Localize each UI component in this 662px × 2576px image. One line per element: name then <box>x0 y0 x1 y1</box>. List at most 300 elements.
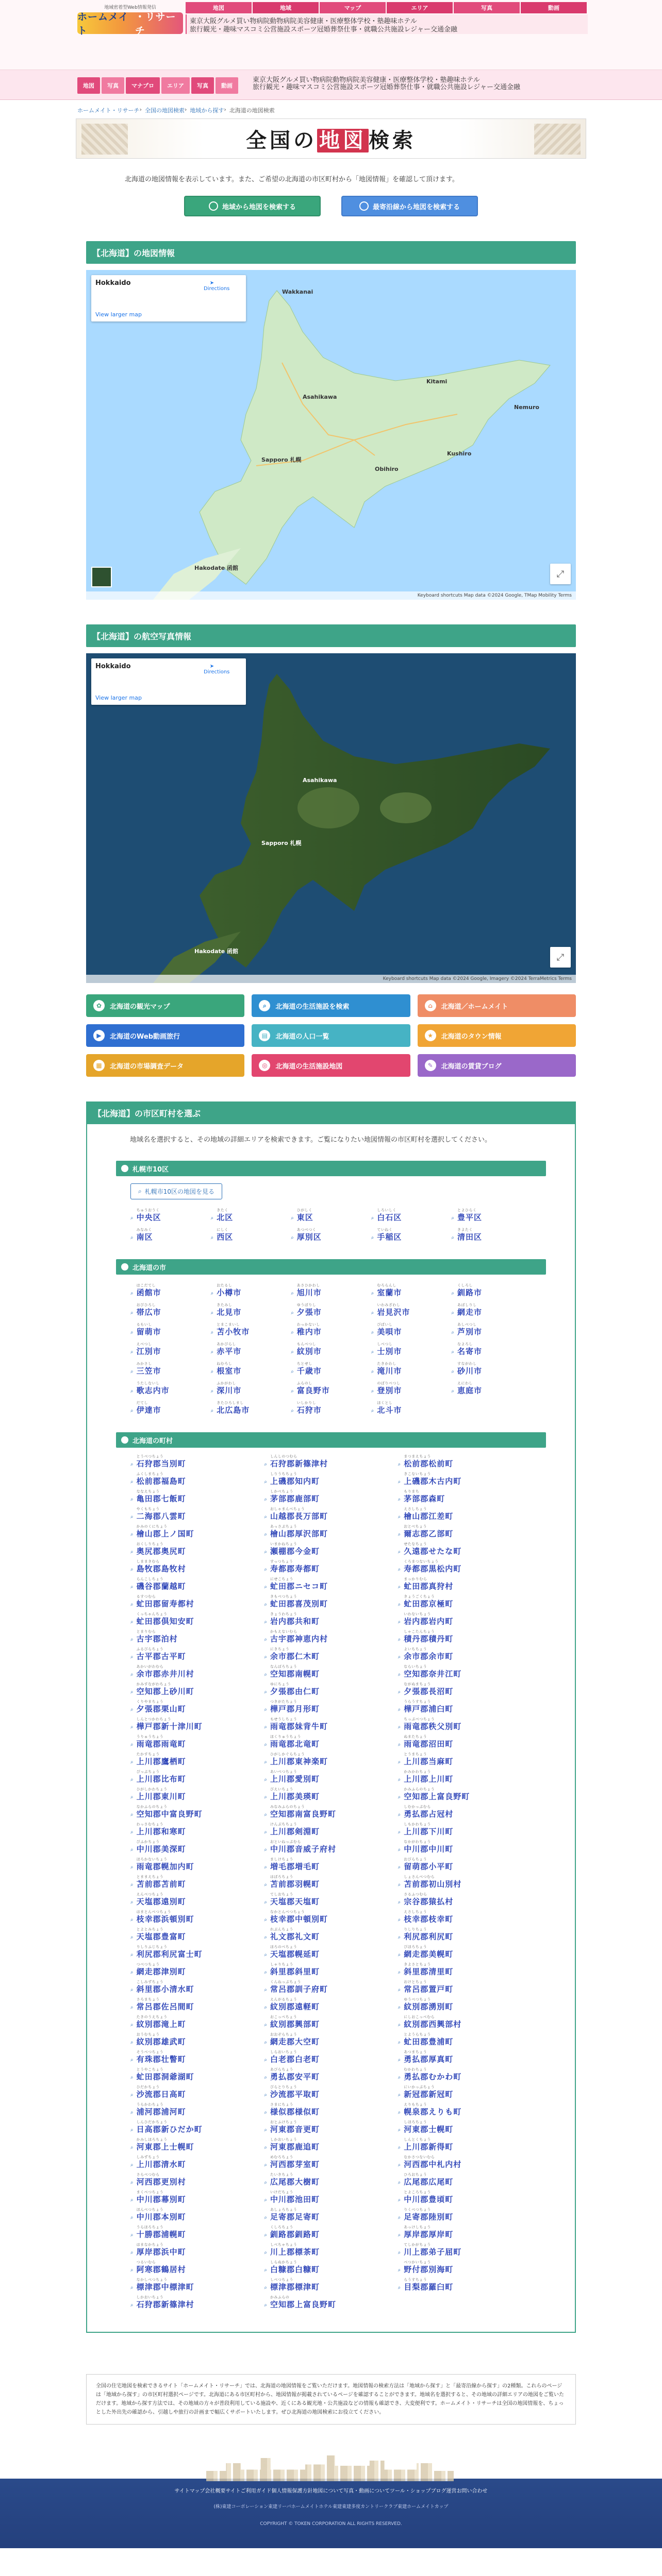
category-tab[interactable]: 地図 <box>186 2 252 13</box>
municipality-link[interactable] <box>398 2171 532 2189</box>
category-sub-link[interactable]: 美容 <box>296 17 310 25</box>
satellite-map[interactable] <box>86 653 576 983</box>
municipality-link[interactable] <box>398 2224 532 2241</box>
footer-group-link[interactable]: 東建リーバ <box>268 2504 291 2510</box>
municipality-link[interactable] <box>291 1299 371 1319</box>
map-section-title: 【北海道】の地図情報 <box>86 241 576 264</box>
municipality-link[interactable] <box>264 1786 398 1803</box>
municipality-link[interactable] <box>130 2171 264 2189</box>
municipality-link[interactable] <box>211 1224 291 1244</box>
nav-sub-link[interactable]: 冠婚葬祭 <box>379 83 407 91</box>
municipality-link[interactable] <box>398 1961 532 1978</box>
municipality-link[interactable] <box>398 1558 532 1575</box>
municipality-link[interactable] <box>398 2066 532 2083</box>
municipality-link[interactable] <box>398 1978 532 1996</box>
municipality-link[interactable] <box>130 1751 264 1768</box>
municipality-link[interactable] <box>130 2154 264 2171</box>
category-sub-link[interactable]: 仕事・就職 <box>343 25 377 33</box>
municipality-link[interactable] <box>264 1943 398 1961</box>
municipality-link[interactable] <box>264 1470 398 1488</box>
municipality-link[interactable] <box>130 1338 211 1358</box>
municipality-link[interactable] <box>371 1319 452 1338</box>
nav-sub-link[interactable]: 病院 <box>319 76 333 84</box>
search-icon: ⌕ <box>398 2215 401 2221</box>
municipality-link[interactable] <box>211 1378 291 1397</box>
municipality-link[interactable] <box>398 1698 532 1716</box>
municipality-text <box>217 1401 250 1415</box>
municipality-link[interactable] <box>398 1838 532 1856</box>
municipality-link[interactable] <box>130 1996 264 2013</box>
category-sub-link[interactable]: 整体 <box>343 17 357 25</box>
footer-group-link[interactable]: ホテル東建 <box>319 2504 342 2510</box>
municipality-link[interactable] <box>130 1891 264 1908</box>
category-sub-link[interactable]: 東京 <box>190 17 204 25</box>
nav-sub-link[interactable]: 美容 <box>359 76 373 84</box>
municipality-link[interactable] <box>130 2224 264 2241</box>
municipality-link[interactable] <box>398 1505 532 1523</box>
municipality-link[interactable] <box>398 1751 532 1768</box>
municipality-link[interactable] <box>264 2171 398 2189</box>
municipality-link[interactable] <box>264 1751 398 1768</box>
municipality-link[interactable] <box>264 1768 398 1786</box>
footer-group-link[interactable]: (株)東建コーポレーション <box>213 2504 269 2510</box>
category-sub-link[interactable]: 学校・塾 <box>357 17 384 25</box>
view-larger-map-link[interactable]: View larger map <box>95 694 142 701</box>
nav-sub-link[interactable]: 学校・塾 <box>420 76 447 84</box>
municipality-link[interactable] <box>264 1505 398 1523</box>
municipality-link[interactable] <box>451 1224 532 1244</box>
municipality-link[interactable] <box>130 1575 264 1593</box>
search-by-region-button[interactable] <box>184 196 321 216</box>
nav-sub-link[interactable]: 旅行 <box>253 83 267 91</box>
municipality-link[interactable] <box>264 1593 398 1611</box>
nav-sub-link[interactable]: マスコミ <box>300 83 327 91</box>
municipality-link[interactable] <box>398 1821 532 1838</box>
municipality-link[interactable] <box>371 1358 452 1378</box>
municipality-link[interactable] <box>130 1558 264 1575</box>
municipality-link[interactable] <box>398 2013 532 2031</box>
municipality-link[interactable] <box>130 2241 264 2259</box>
footer-link[interactable]: ツール・ショップ <box>389 2488 431 2494</box>
municipality-link[interactable] <box>398 1926 532 1943</box>
directions-link[interactable] <box>204 664 230 675</box>
municipality-link[interactable] <box>130 1205 211 1224</box>
municipality-link[interactable] <box>398 2206 532 2224</box>
municipality-link[interactable] <box>264 2276 398 2294</box>
municipality-link[interactable] <box>398 2101 532 2119</box>
municipality-link[interactable] <box>264 2101 398 2119</box>
nav-sub-link[interactable]: 趣味 <box>446 76 460 84</box>
municipality-link[interactable] <box>211 1280 291 1299</box>
municipality-link[interactable] <box>130 2066 264 2083</box>
municipality-link[interactable] <box>130 2276 264 2294</box>
municipality-link[interactable] <box>264 1523 398 1540</box>
municipality-link[interactable] <box>130 1646 264 1663</box>
municipality-link[interactable] <box>291 1319 371 1338</box>
municipality-link[interactable] <box>130 2013 264 2031</box>
municipality-link[interactable] <box>398 2276 532 2294</box>
municipality-link[interactable] <box>398 1540 532 1558</box>
satellite-toggle[interactable] <box>91 567 112 587</box>
municipality-text <box>404 1472 461 1486</box>
municipality-link[interactable] <box>264 1663 398 1681</box>
municipality-link[interactable] <box>264 2066 398 2083</box>
municipality-link[interactable] <box>211 1319 291 1338</box>
category-sub-link[interactable]: 公共施設 <box>377 25 404 33</box>
municipality-link[interactable] <box>398 1663 532 1681</box>
municipality-link[interactable] <box>264 2294 398 2311</box>
municipality-link[interactable] <box>264 1488 398 1505</box>
municipality-link[interactable] <box>130 1358 211 1378</box>
municipality-link[interactable] <box>371 1338 452 1358</box>
municipality-link[interactable] <box>130 2189 264 2206</box>
municipality-link[interactable] <box>130 1978 264 1996</box>
nav-sub-link[interactable]: 大阪 <box>266 76 280 84</box>
nav-sub-link[interactable]: グルメ <box>279 76 300 84</box>
municipality-link[interactable] <box>264 1733 398 1751</box>
municipality-link[interactable] <box>130 2101 264 2119</box>
related-link[interactable] <box>252 1054 410 1077</box>
category-sub-link[interactable]: 公営施設 <box>263 25 291 33</box>
municipality-link[interactable] <box>264 1856 398 1873</box>
category-sub-link[interactable]: 動物病院 <box>270 17 297 25</box>
municipality-link[interactable] <box>398 1646 532 1663</box>
footer-link[interactable]: 会社概要 <box>205 2488 226 2494</box>
municipality-link[interactable] <box>264 1540 398 1558</box>
municipality-link[interactable] <box>130 1611 264 1628</box>
municipality-link[interactable] <box>130 1505 264 1523</box>
municipality-link[interactable] <box>264 1716 398 1733</box>
municipality-link[interactable] <box>130 1523 264 1540</box>
municipality-link[interactable] <box>398 2048 532 2066</box>
municipality-link[interactable] <box>371 1205 452 1224</box>
municipality-link[interactable] <box>291 1378 371 1397</box>
category-sub-link[interactable]: 病院 <box>256 17 270 25</box>
municipality-link[interactable] <box>398 1453 532 1470</box>
nav-sub-link[interactable]: 買い物 <box>299 76 320 84</box>
municipality-link[interactable] <box>398 1470 532 1488</box>
fullscreen-icon[interactable]: ⤢ <box>550 947 571 968</box>
municipality-link[interactable] <box>130 1786 264 1803</box>
municipality-link[interactable] <box>291 1205 371 1224</box>
search-icon: ⌕ <box>398 2022 401 2028</box>
nav-pill[interactable]: 地図 <box>77 77 100 94</box>
municipality-link[interactable] <box>398 1488 532 1505</box>
municipality-link[interactable] <box>264 1698 398 1716</box>
municipality-link[interactable] <box>130 1681 264 1698</box>
municipality-link[interactable] <box>451 1319 532 1338</box>
footer-link[interactable]: 写真・動画について <box>343 2488 390 2494</box>
municipality-text <box>137 1472 186 1486</box>
municipality-link[interactable] <box>451 1378 532 1397</box>
footer-link[interactable]: 地図について <box>312 2488 344 2494</box>
related-link[interactable] <box>418 1054 576 1077</box>
category-tab[interactable]: 地域 <box>253 2 319 13</box>
nav-sub-link[interactable]: ホテル <box>460 76 480 84</box>
nav-sub-link[interactable]: 金融 <box>507 83 521 91</box>
municipality-link[interactable] <box>264 2224 398 2241</box>
municipality-link[interactable] <box>130 1299 211 1319</box>
nav-sub-link[interactable]: 整体 <box>406 76 420 84</box>
municipality-link[interactable] <box>264 2119 398 2136</box>
municipality-link[interactable] <box>398 1996 532 2013</box>
municipality-link[interactable] <box>371 1397 452 1417</box>
municipality-link[interactable] <box>264 1611 398 1628</box>
municipality-link[interactable] <box>211 1205 291 1224</box>
nav-pill[interactable]: マナプロ <box>126 77 160 94</box>
municipality-link[interactable] <box>398 1786 532 1803</box>
municipality-link[interactable] <box>130 1821 264 1838</box>
municipality-link[interactable] <box>264 1821 398 1838</box>
nav-sub-link[interactable]: 動物病院 <box>333 76 360 84</box>
category-sub-link[interactable]: グルメ <box>217 17 237 25</box>
municipality-link[interactable] <box>211 1397 291 1417</box>
related-link[interactable] <box>86 994 244 1017</box>
municipality-link[interactable] <box>264 1978 398 1996</box>
footer-group-link[interactable]: 東建多度カントリークラブ <box>342 2504 398 2510</box>
footer-group-link[interactable]: 東建ホームメイトカップ <box>398 2504 449 2510</box>
nav-pill[interactable]: エリア <box>161 77 190 94</box>
municipality-link[interactable] <box>130 1733 264 1751</box>
category-sub-link[interactable]: レジャー <box>404 25 431 33</box>
category-sub-link[interactable]: 買い物 <box>236 17 257 25</box>
site-logo[interactable] <box>77 11 183 37</box>
map-pin-icon <box>121 1436 128 1444</box>
related-link[interactable] <box>418 994 576 1017</box>
municipality-link[interactable] <box>264 2241 398 2259</box>
municipality-link[interactable] <box>291 1358 371 1378</box>
municipality-link[interactable] <box>398 1908 532 1926</box>
municipality-link[interactable] <box>264 1873 398 1891</box>
municipality-link[interactable] <box>371 1378 452 1397</box>
footer-link[interactable]: 個人情報保護方針 <box>271 2488 313 2494</box>
municipality-link[interactable] <box>264 1803 398 1821</box>
municipality-link[interactable] <box>398 2241 532 2259</box>
fullscreen-icon[interactable]: ⤢ <box>550 564 571 584</box>
breadcrumb-item[interactable]: ホームメイト・リサーチ <box>77 107 140 114</box>
municipality-link[interactable] <box>398 1575 532 1593</box>
municipality-link[interactable] <box>398 2189 532 2206</box>
category-tab[interactable]: エリア <box>387 2 453 13</box>
logo-area[interactable] <box>77 4 183 37</box>
footer-link[interactable]: お問い合わせ <box>456 2488 488 2494</box>
municipality-link[interactable] <box>264 2083 398 2101</box>
municipality-link[interactable] <box>398 1943 532 1961</box>
municipality-link[interactable] <box>130 2136 264 2154</box>
category-sub-link[interactable]: 旅行 <box>190 25 204 33</box>
footer-link[interactable]: サイトマップ <box>174 2488 205 2494</box>
municipality-link[interactable] <box>264 1453 398 1470</box>
related-link[interactable] <box>252 994 410 1017</box>
municipality-link[interactable] <box>264 2259 398 2276</box>
municipality-link[interactable] <box>130 1663 264 1681</box>
nav-sub-link[interactable]: レジャー <box>467 83 494 91</box>
footer-link[interactable]: サイトご利用ガイド <box>225 2488 272 2494</box>
municipality-link[interactable] <box>130 2048 264 2066</box>
nav-sub-link[interactable]: 観光・趣味 <box>266 83 300 91</box>
breadcrumb-item[interactable]: 地域から探す <box>190 107 224 114</box>
municipality-link[interactable] <box>264 2013 398 2031</box>
municipality-link[interactable] <box>398 1628 532 1646</box>
sapporo-wards-map-button[interactable] <box>130 1183 222 1199</box>
category-sub-link[interactable]: 観光・趣味 <box>203 25 237 33</box>
category-sub-link[interactable]: マスコミ <box>237 25 264 33</box>
nav-sub-link[interactable]: 公営施設 <box>326 83 354 91</box>
nav-pill[interactable]: 写真 <box>102 77 124 94</box>
footer-group-link[interactable]: ホームメイト <box>291 2504 319 2510</box>
category-sub-link[interactable]: 冠婚葬祭 <box>317 25 344 33</box>
municipality-link[interactable] <box>371 1224 452 1244</box>
category-tab[interactable]: 写真 <box>454 2 520 13</box>
municipality-link[interactable] <box>130 1453 264 1470</box>
category-sub-link[interactable]: スポーツ <box>290 25 317 33</box>
municipality-name: 紋別郡雄武町 <box>136 2037 186 2046</box>
municipality-link[interactable] <box>264 1838 398 1856</box>
municipality-link[interactable] <box>130 1397 211 1417</box>
municipality-link[interactable] <box>264 2048 398 2066</box>
municipality-link[interactable] <box>398 1803 532 1821</box>
municipality-link[interactable] <box>264 1575 398 1593</box>
municipality-link[interactable] <box>130 1470 264 1488</box>
category-sub-link[interactable]: 趣味 <box>384 17 398 25</box>
municipality-link[interactable] <box>398 1593 532 1611</box>
municipality-link[interactable] <box>398 1523 532 1540</box>
category-tab[interactable]: 動画 <box>521 2 587 13</box>
municipality-link[interactable] <box>398 1611 532 1628</box>
municipality-link[interactable] <box>398 1716 532 1733</box>
municipality-link[interactable] <box>398 1768 532 1786</box>
municipality-link[interactable] <box>130 2259 264 2276</box>
municipality-link[interactable] <box>130 1488 264 1505</box>
category-tab[interactable]: マップ <box>320 2 386 13</box>
municipality-link[interactable] <box>264 2154 398 2171</box>
related-link[interactable] <box>86 1024 244 1047</box>
municipality-link[interactable] <box>398 1733 532 1751</box>
related-link[interactable] <box>252 1024 410 1047</box>
municipality-link[interactable] <box>264 1996 398 2013</box>
municipality-link[interactable] <box>451 1299 532 1319</box>
municipality-link[interactable] <box>211 1338 291 1358</box>
municipality-link[interactable] <box>451 1280 532 1299</box>
view-larger-map-link[interactable]: View larger map <box>95 311 142 318</box>
municipality-link[interactable] <box>211 1299 291 1319</box>
municipality-text <box>404 1665 461 1679</box>
related-link[interactable] <box>86 1054 244 1077</box>
search-by-station-button[interactable] <box>341 196 478 216</box>
municipality-link[interactable] <box>291 1397 371 1417</box>
municipality-link[interactable] <box>291 1338 371 1358</box>
nav-sub-link[interactable]: 東京 <box>253 76 267 84</box>
category-sub-link[interactable]: 健康・医療 <box>310 17 344 25</box>
municipality-link[interactable] <box>398 2031 532 2048</box>
related-link[interactable] <box>418 1024 576 1047</box>
municipality-link[interactable] <box>398 1873 532 1891</box>
municipality-link[interactable] <box>264 1558 398 1575</box>
municipality-link[interactable] <box>130 1803 264 1821</box>
municipality-link[interactable] <box>130 2294 264 2311</box>
search-icon: ⌕ <box>130 1654 134 1660</box>
municipality-link[interactable] <box>130 1378 211 1397</box>
municipality-link[interactable] <box>130 2083 264 2101</box>
municipality-link[interactable] <box>130 1926 264 1943</box>
municipality-link[interactable] <box>264 2206 398 2224</box>
municipality-link[interactable] <box>130 1593 264 1611</box>
municipality-link[interactable] <box>130 1628 264 1646</box>
municipality-link[interactable] <box>291 1224 371 1244</box>
category-sub-link[interactable]: 交通 <box>431 25 444 33</box>
municipality-link[interactable] <box>130 1768 264 1786</box>
nav-sub-link[interactable]: 仕事・就職 <box>406 83 440 91</box>
municipality-link[interactable] <box>398 2259 532 2276</box>
municipality-link[interactable] <box>130 1716 264 1733</box>
municipality-link[interactable] <box>398 2083 532 2101</box>
municipality-link[interactable] <box>451 1358 532 1378</box>
municipality-link[interactable] <box>451 1205 532 1224</box>
municipality-link[interactable] <box>130 1698 264 1716</box>
category-sub-link[interactable]: 金融 <box>444 25 458 33</box>
municipality-link[interactable] <box>130 1224 211 1244</box>
municipality-link[interactable] <box>371 1280 452 1299</box>
municipality-link[interactable] <box>398 2154 532 2171</box>
municipality-link[interactable] <box>130 1540 264 1558</box>
nav-pill[interactable]: 写真 <box>191 77 214 94</box>
municipality-link[interactable] <box>130 1943 264 1961</box>
municipality-link[interactable] <box>130 1873 264 1891</box>
nav-sub-link[interactable]: 公共施設 <box>440 83 467 91</box>
municipality-link[interactable] <box>264 1681 398 1698</box>
municipality-link[interactable] <box>451 1338 532 1358</box>
nav-pill[interactable]: 動画 <box>216 77 238 94</box>
municipality-link[interactable] <box>398 2136 532 2154</box>
municipality-link[interactable] <box>211 1358 291 1378</box>
municipality-link[interactable] <box>398 2119 532 2136</box>
municipality-link[interactable] <box>264 1908 398 1926</box>
nav-sub-link[interactable]: スポーツ <box>353 83 380 91</box>
municipality-link[interactable] <box>264 1891 398 1908</box>
nav-sub-link[interactable]: 健康・医療 <box>373 76 407 84</box>
municipality-link[interactable] <box>264 1646 398 1663</box>
municipality-link[interactable] <box>264 1628 398 1646</box>
municipality-link[interactable] <box>130 1838 264 1856</box>
municipality-link[interactable] <box>398 1856 532 1873</box>
municipality-link[interactable] <box>130 2206 264 2224</box>
municipality-link[interactable] <box>130 2031 264 2048</box>
municipality-link[interactable] <box>130 1908 264 1926</box>
municipality-text <box>137 2032 186 2046</box>
municipality-link[interactable] <box>371 1299 452 1319</box>
directions-link[interactable] <box>204 280 230 292</box>
road-map[interactable] <box>86 270 576 600</box>
category-sub-link[interactable]: 大阪 <box>203 17 217 25</box>
municipality-link[interactable] <box>130 2119 264 2136</box>
category-sub-link[interactable]: ホテル <box>397 17 417 25</box>
footer-link[interactable]: ブログ運営 <box>431 2488 457 2494</box>
breadcrumb-item[interactable]: 全国の地図検索 <box>144 107 185 114</box>
municipality-link[interactable] <box>130 1961 264 1978</box>
municipality-link[interactable] <box>264 2136 398 2154</box>
municipality-link[interactable] <box>130 1280 211 1299</box>
municipality-link[interactable] <box>130 1856 264 1873</box>
nav-sub-link[interactable]: 交通 <box>493 83 507 91</box>
municipality-link[interactable] <box>398 1681 532 1698</box>
municipality-link[interactable] <box>398 1891 532 1908</box>
municipality-link[interactable] <box>264 2031 398 2048</box>
municipality-link[interactable] <box>264 2189 398 2206</box>
municipality-link[interactable] <box>264 1961 398 1978</box>
municipality-link[interactable] <box>291 1280 371 1299</box>
municipality-link[interactable] <box>264 1926 398 1943</box>
municipality-link[interactable] <box>130 1319 211 1338</box>
